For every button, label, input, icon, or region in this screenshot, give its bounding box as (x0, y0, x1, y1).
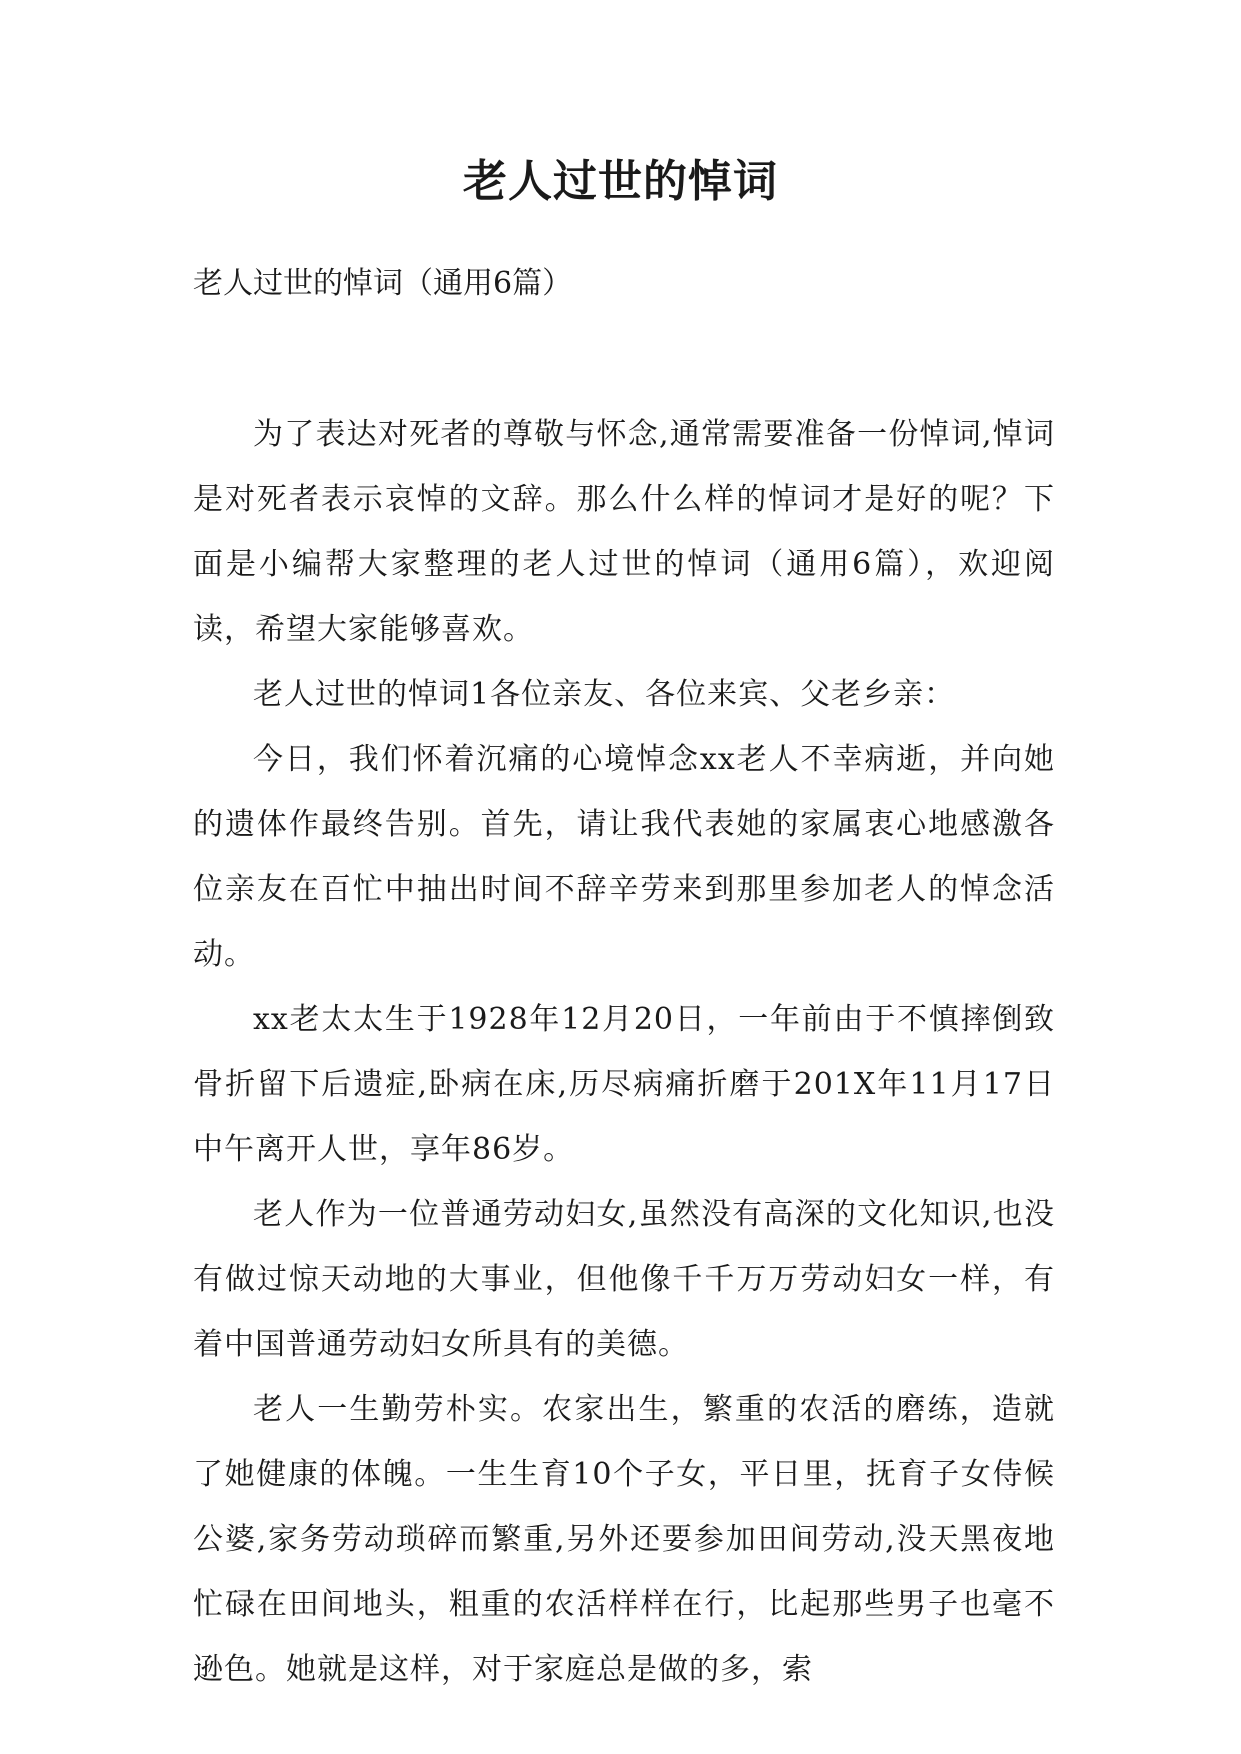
body-paragraph-biography: xx老太太生于1928年12月20日，一年前由于不慎摔倒致骨折留下后遗症,卧病在床,历尽病痛折磨于201X年11月17日中午离开人世，享年86岁。 (193, 1002, 1055, 1167)
document-subtitle: 老人过世的悼词（通用6篇） (193, 266, 573, 301)
body-paragraph-diligence: 老人一生勤劳朴实。农家出生，繁重的农活的磨练，造就了她健康的体魄。一生生育10个子女，平日里，抚育子女侍候公婆,家务劳动琐碎而繁重,另外还要参加田间劳动,没天黑夜地忙碌在田间地头，粗重的农活样样在行，比起那些男子也毫不逊色。她就是这样，对于家庭总是做的多，索 (193, 1392, 1055, 1687)
body-paragraph-virtues: 老人作为一位普通劳动妇女,虽然没有高深的文化知识,也没有做过惊天动地的大事业，但他像千千万万劳动妇女一样，有着中国普通劳动妇女所具有的美德。 (193, 1197, 1055, 1362)
body-paragraph-farewell: 今日，我们怀着沉痛的心境悼念xx老人不幸病逝，并向她的遗体作最终告别。首先，请让我代表她的家属衷心地感激各位亲友在百忙中抽出时间不辞辛劳来到那里参加老人的悼念活动。 (193, 742, 1055, 972)
document-title: 老人过世的悼词 (463, 156, 778, 207)
document-body (193, 402, 1055, 1702)
body-paragraph-intro: 为了表达对死者的尊敬与怀念,通常需要准备一份悼词,悼词是对死者表示哀悼的文辞。那么什么样的悼词才是好的呢？下面是小编帮大家整理的老人过世的悼词（通用6篇），欢迎阅读，希望大家能够喜欢。 (193, 417, 1055, 647)
body-paragraph-salutation: 老人过世的悼词1各位亲友、各位来宾、父老乡亲： (253, 677, 956, 712)
